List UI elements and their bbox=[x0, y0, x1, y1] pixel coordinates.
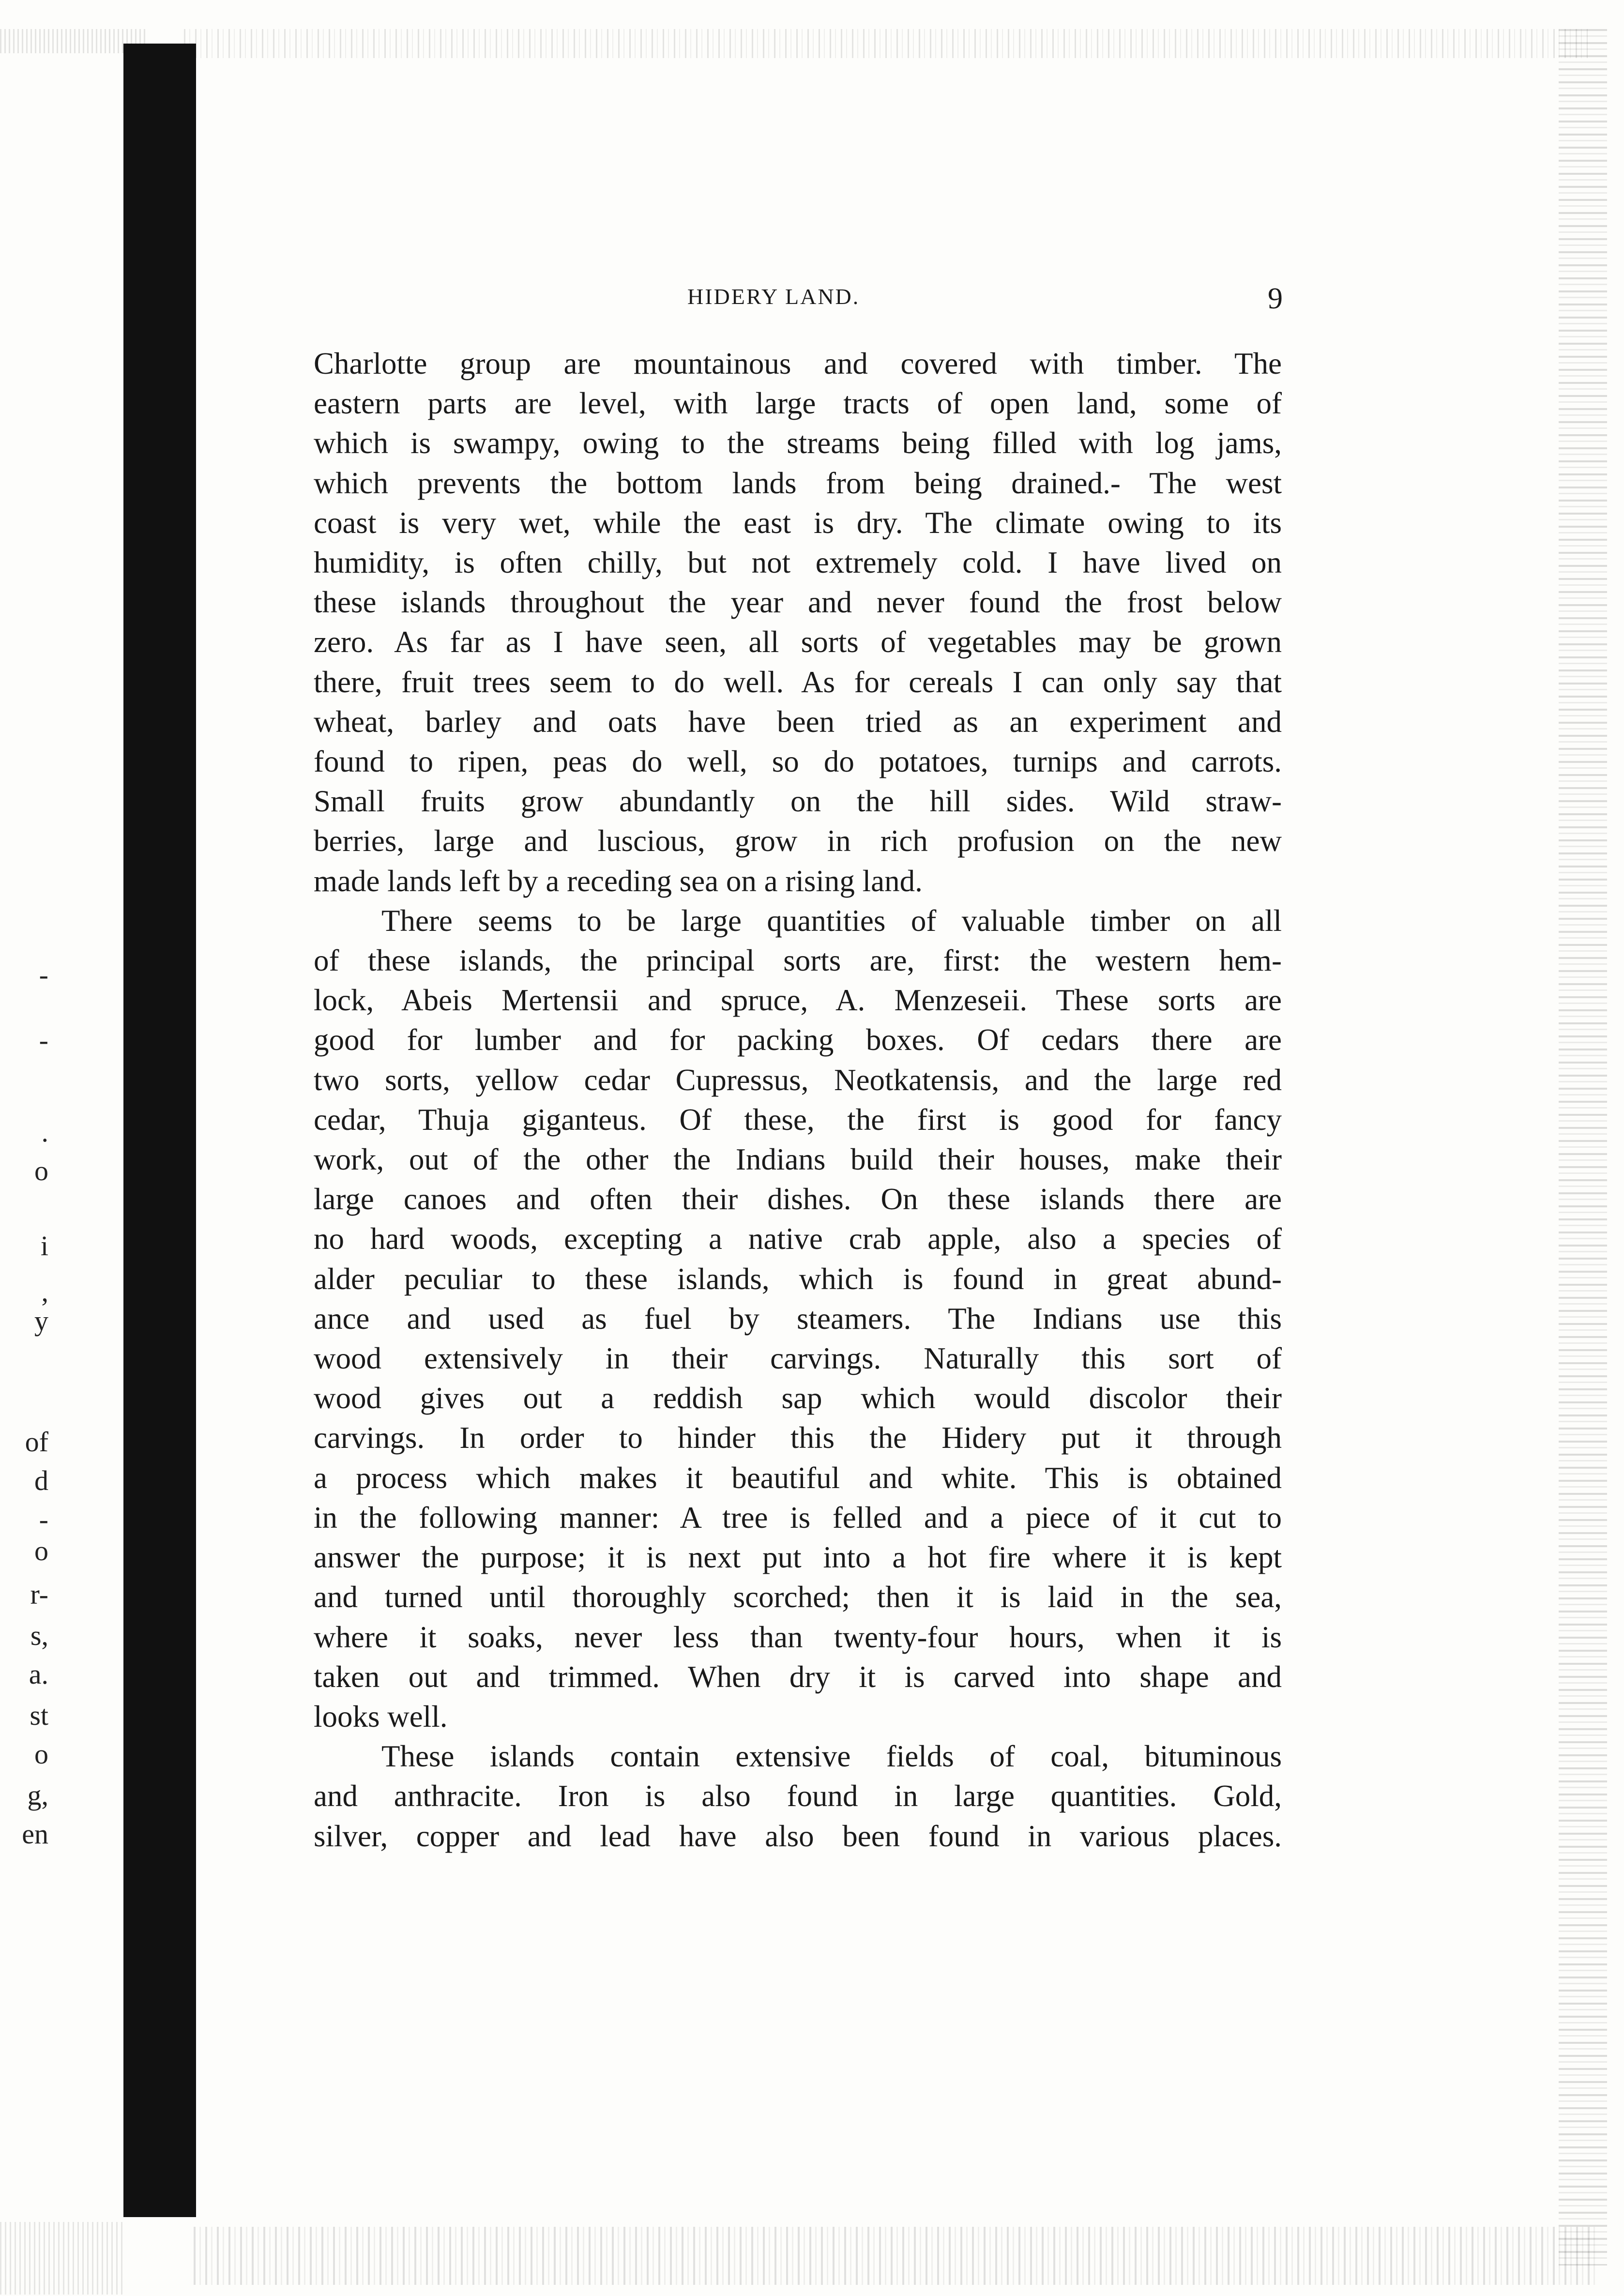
text-line: There seems to be large quantities of valuable timber on all bbox=[381, 903, 1282, 938]
text-line: which is swampy, owing to the streams being filled with log jams, bbox=[314, 426, 1282, 460]
text-line: lock, Abeis Mertensii and spruce, A. Menzeseii. These sorts are bbox=[314, 983, 1282, 1018]
facing-fragment: y bbox=[34, 1305, 48, 1337]
text-line: cedar, Thuja giganteus. Of these, the first is good for fancy bbox=[314, 1102, 1282, 1137]
paragraph-1 bbox=[314, 344, 1282, 901]
facing-fragment: r- bbox=[30, 1579, 48, 1610]
text-line: humidity, is often chilly, but not extremely cold. I have lived on bbox=[314, 546, 1282, 580]
text-line: Charlotte group are mountainous and covered with timber. The bbox=[314, 347, 1282, 380]
scan-edge-bottom bbox=[194, 2227, 1597, 2285]
facing-fragment: - bbox=[39, 959, 48, 990]
text-line: eastern parts are level, with large tracts of open land, some of bbox=[314, 386, 1282, 421]
facing-fragment: s, bbox=[30, 1620, 48, 1651]
text-line: silver, copper and lead have also been found in various places. bbox=[314, 1819, 1282, 1853]
text-line: taken out and trimmed. When dry it is carved into shape and bbox=[314, 1659, 1282, 1694]
paragraph-2 bbox=[314, 901, 1282, 1736]
scan-edge-right bbox=[1559, 29, 1607, 2266]
text-line: made lands left by a receding sea on a rising land. bbox=[314, 864, 923, 898]
paragraph-3 bbox=[314, 1736, 1282, 1856]
text-line: Small fruits grow abundantly on the hill sides. Wild straw- bbox=[314, 784, 1282, 819]
text-line: looks well. bbox=[314, 1699, 448, 1733]
text-line: found to ripen, peas do well, so do potatoes, turnips and carrots. bbox=[314, 745, 1282, 779]
text-line: These islands contain extensive fields of coal, bituminous bbox=[381, 1739, 1282, 1774]
facing-fragment: - bbox=[39, 1504, 48, 1535]
text-line: berries, large and luscious, grow in rich profusion on the new bbox=[314, 824, 1282, 858]
facing-fragment: o bbox=[34, 1738, 48, 1770]
text-line: in the following manner: A tree is felled and a piece of it cut to bbox=[314, 1500, 1282, 1535]
text-line: wood gives out a reddish sap which would discolor their bbox=[314, 1381, 1282, 1415]
text-line: good for lumber and for packing boxes. Of cedars there are bbox=[314, 1023, 1282, 1057]
text-line: and turned until thoroughly scorched; then it is laid in the sea, bbox=[314, 1580, 1282, 1614]
text-line: these islands throughout the year and never found the frost below bbox=[314, 585, 1282, 620]
text-line: no hard woods, excepting a native crab apple, also a species of bbox=[314, 1222, 1282, 1256]
facing-page-fragments bbox=[0, 0, 58, 2296]
binding-shadow bbox=[123, 44, 196, 2217]
text-line: of these islands, the principal sorts are, first: the western hem- bbox=[314, 943, 1282, 978]
facing-fragment: . bbox=[41, 1116, 48, 1148]
text-line: ance and used as fuel by steamers. The Indians use this bbox=[314, 1301, 1282, 1336]
scan-edge-top bbox=[184, 29, 1588, 58]
text-line: and anthracite. Iron is also found in large quantities. Gold, bbox=[314, 1779, 1282, 1813]
text-line: wheat, barley and oats have been tried as an experiment and bbox=[314, 704, 1282, 739]
facing-fragment: of bbox=[25, 1426, 48, 1458]
text-line: work, out of the other the Indians build their houses, make their bbox=[314, 1142, 1282, 1177]
facing-fragment: o bbox=[34, 1155, 48, 1186]
facing-fragment: , bbox=[41, 1276, 48, 1308]
running-title: HIDERY LAND. bbox=[687, 284, 860, 309]
text-line: carvings. In order to hinder this the Hidery put it through bbox=[314, 1421, 1282, 1455]
body-text bbox=[314, 344, 1282, 1856]
facing-fragment: a. bbox=[29, 1658, 48, 1690]
running-head bbox=[310, 284, 1283, 318]
text-line: two sorts, yellow cedar Cupressus, Neotkatensis, and the large red bbox=[314, 1063, 1282, 1097]
text-line: where it soaks, never less than twenty-four hours, when it is bbox=[314, 1620, 1282, 1654]
facing-fragment: st bbox=[30, 1700, 48, 1731]
text-line: wood extensively in their carvings. Naturally this sort of bbox=[314, 1341, 1282, 1376]
text-line: a process which makes it beautiful and white. This is obtained bbox=[314, 1460, 1282, 1495]
text-line: coast is very wet, while the east is dry. The climate owing to its bbox=[314, 505, 1282, 540]
text-line: alder peculiar to these islands, which is found in great abund- bbox=[314, 1262, 1282, 1296]
text-line: which prevents the bottom lands from being drained.- The west bbox=[314, 466, 1282, 500]
facing-fragment: en bbox=[22, 1818, 48, 1850]
text-line: answer the purpose; it is next put into a hot fire where it is kept bbox=[314, 1540, 1282, 1575]
facing-fragment: d bbox=[34, 1465, 48, 1496]
text-line: there, fruit trees seem to do well. As for cereals I can only say that bbox=[314, 665, 1282, 699]
facing-fragment: - bbox=[39, 1024, 48, 1056]
text-line: large canoes and often their dishes. On these islands there are bbox=[314, 1182, 1282, 1216]
facing-fragment: o bbox=[34, 1535, 48, 1566]
page-number: 9 bbox=[1268, 282, 1283, 315]
facing-fragment: g, bbox=[27, 1779, 48, 1811]
text-line: zero. As far as I have seen, all sorts of vegetables may be grown bbox=[314, 625, 1282, 659]
facing-fragment: i bbox=[40, 1230, 48, 1262]
